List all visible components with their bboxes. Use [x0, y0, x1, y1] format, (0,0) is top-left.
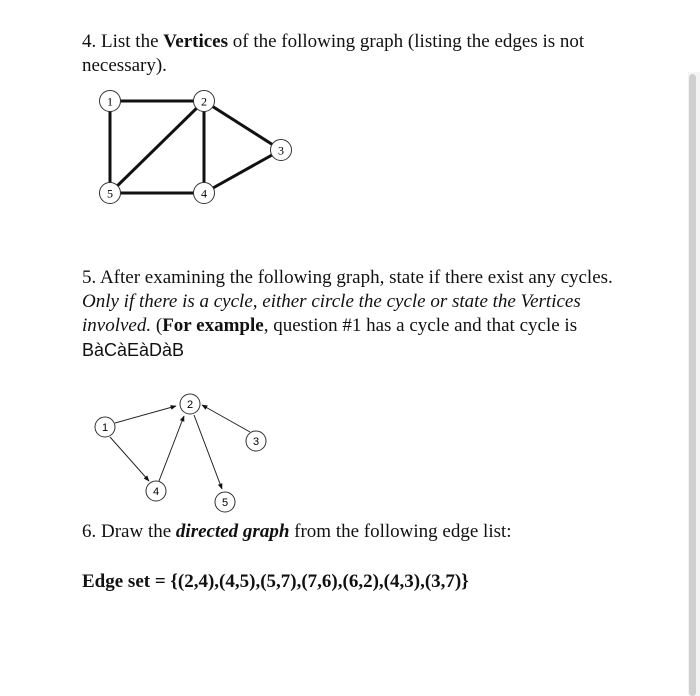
question-5-number: 5.: [82, 267, 97, 288]
graph-1-node-2: [194, 91, 215, 112]
question-5-example-cycle: BàCàEàDàB: [82, 340, 185, 360]
graph-2-node-4: [146, 481, 166, 501]
question-5: [82, 266, 642, 363]
graph-1-node-1: [100, 91, 121, 112]
graph-2-node-3-label: 3: [252, 436, 260, 448]
question-6-bold-italic-term: directed graph: [175, 521, 290, 542]
question-6-text-post: from the following edge list:: [294, 521, 512, 542]
graph-2-node-5: [215, 492, 235, 512]
graph-2-edge-1-4: [110, 437, 149, 481]
question-5-text-pre: After examining the following graph, state if there exist any cycles.: [99, 267, 613, 288]
edge-set-label: Edge set =: [82, 571, 171, 592]
graph-1-node-5: [100, 183, 121, 204]
graph-2-edge-3-2: [202, 405, 250, 432]
question-4-bold-term: Vertices: [163, 31, 228, 52]
edge-set-value: {(2,4),(4,5),(5,7),(7,6),(6,2),(4,3),(3,7)}: [170, 571, 469, 592]
graph-2-node-5-label: 5: [221, 497, 229, 509]
graph-1-node-4-label: 4: [201, 186, 207, 201]
question-4-text-post: of the following graph (listing the edges is not necessary).: [82, 31, 585, 76]
graph-2-node-1: [95, 417, 115, 437]
graph-2-node-3: [246, 431, 266, 451]
question-5-italic-instruction: Only if there is a cycle, either circle the cycle or state the Vertices involved.: [82, 291, 581, 336]
question-5-text-post: , question #1 has a cycle and that cycle is: [263, 315, 578, 336]
graph-1-node-3: [271, 140, 292, 161]
graph-2-edge-4-2: [159, 416, 184, 481]
graph-1-edge-4-3: [204, 150, 281, 193]
question-5-open-paren: (: [155, 315, 163, 336]
question-4: [82, 30, 642, 78]
question-5-bold-example: For example: [162, 315, 264, 336]
question-4-text-pre: List the: [101, 31, 159, 52]
question-6: [82, 520, 642, 544]
graph-1-node-3-label: 3: [278, 143, 284, 158]
graph-1-node-5-label: 5: [107, 186, 113, 201]
graph-1-diagram: [90, 86, 300, 210]
question-6-number: 6.: [82, 521, 97, 542]
graph-2-node-1-label: 1: [101, 422, 109, 434]
graph-1-node-2-label: 2: [201, 94, 207, 109]
graph-2-node-2: [180, 394, 200, 414]
question-6-text-pre: Draw the: [101, 521, 172, 542]
graph-1-node-1-label: 1: [107, 94, 113, 109]
scrollbar-thumb[interactable]: [689, 74, 696, 696]
graph-1-node-4: [194, 183, 215, 204]
question-4-number: 4.: [82, 31, 97, 52]
graph-2-diagram: [90, 390, 280, 518]
edge-set-line: [82, 570, 642, 594]
graph-1-edge-5-2: [110, 101, 204, 193]
graph-2-node-2-label: 2: [186, 399, 194, 411]
graph-1-edge-2-3: [204, 101, 281, 150]
graph-2-edge-1-2: [115, 406, 176, 423]
graph-2-edge-2-5: [194, 415, 222, 489]
graph-2-node-4-label: 4: [152, 486, 160, 498]
